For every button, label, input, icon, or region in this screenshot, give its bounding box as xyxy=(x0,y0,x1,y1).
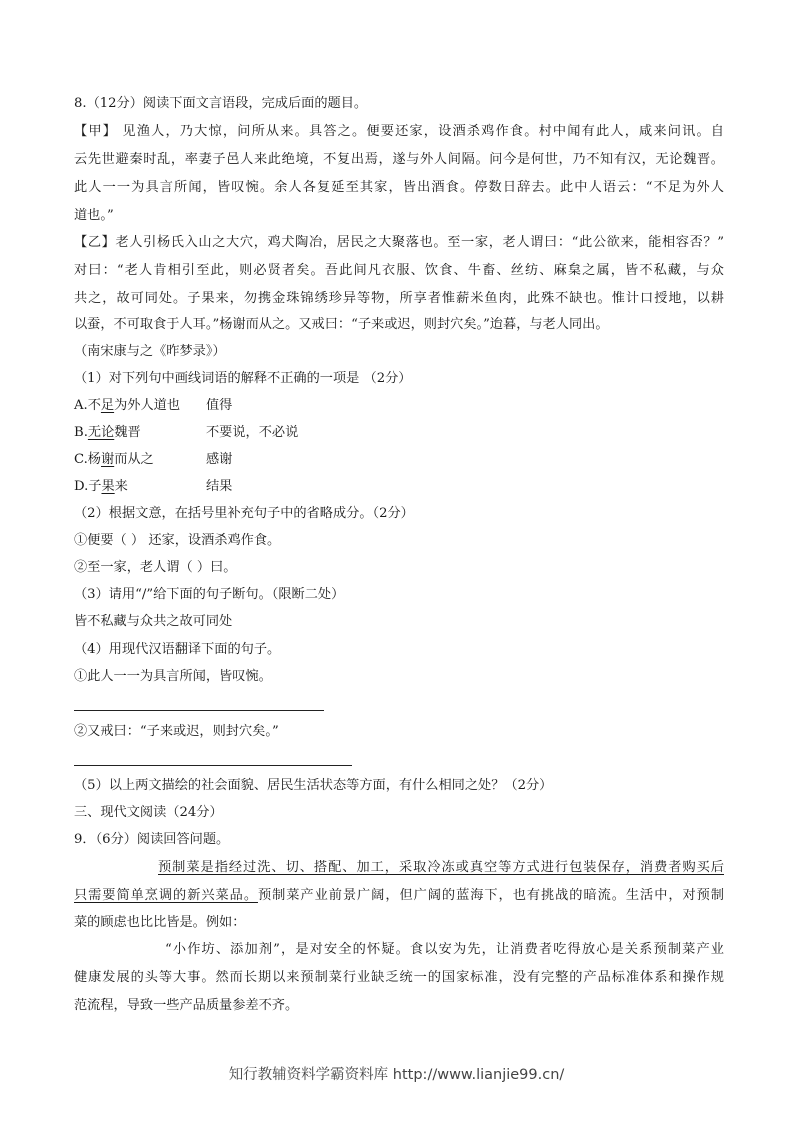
jia-line-4: 道也。” xyxy=(74,208,114,223)
sub4-item-1: ①此人一一为具言所闻，皆叹惋。 xyxy=(74,669,272,684)
q9-p2-line-3: 范流程，导致一些产品质量参差不齐。 xyxy=(74,998,299,1013)
sub2-item-2: ②至一家，老人谓（ ）曰。 xyxy=(74,560,237,575)
yi-line-3: 共之，故可同处。子果来，勿携金珠锦绣珍异等物，所享者惟薪米鱼肉，此殊不缺也。惟计口授地，以耕 xyxy=(74,291,724,306)
q9-p1-line-2: 只需要简单烹调的新兴菜品。预制菜产业前景广阔，但广阔的蓝海下，也有挑战的暗流。生活中，对预制 xyxy=(74,888,724,903)
section-3-heading: 三、现代文阅读（24分） xyxy=(74,805,223,820)
option-d-meaning: 结果 xyxy=(206,479,233,494)
jia-line-2: 云先世避秦时乱，率妻子邑人来此绝境，不复出焉，遂与外人间隔。问今是何世，乃不知有汉，无论魏晋。 xyxy=(74,152,724,167)
option-c-meaning: 感谢 xyxy=(206,452,233,467)
source-citation: （南宋康与之《昨梦录》） xyxy=(74,344,226,359)
sub5-prompt: （5）以上两文描绘的社会面貌、居民生活状态等方面，有什么相同之处？（2分） xyxy=(74,778,553,793)
option-b-meaning: 不要说，不必说 xyxy=(206,425,299,440)
sub3-prompt: （3）请用“/”给下面的句子断句。（限断二处） xyxy=(74,587,345,602)
option-d: D.子果来 结果 xyxy=(74,479,233,494)
option-a: A.不足为外人道也 值得 xyxy=(74,398,233,413)
sub1-prompt: （1）对下列句中画线词语的解释不正确的一项是 （2分） xyxy=(74,371,412,386)
sub3-sentence: 皆不私藏与众共之故可同处 xyxy=(74,614,233,629)
q9-p2-line-1: “小作坊、添加剂”，是对安全的怀疑。食以安为先，让消费者吃得放心是关系预制菜产业 xyxy=(165,942,724,957)
q9-header: 9．（6分）阅读回答问题。 xyxy=(74,832,230,847)
q8-header: 8.（12分）阅读下面文言语段，完成后面的题目。 xyxy=(74,96,368,111)
yi-line-4: 以蚕，不可取食于人耳。”杨谢而从之。又戒曰：“子来或迟，则封穴矣。”迨暮，与老人同出。 xyxy=(74,317,609,332)
yi-line-2: 对曰：“老人肯相引至此，则必贤者矣。吾此间凡衣服、饮食、牛畜、丝纺、麻枲之属，皆不私藏，与众 xyxy=(74,263,724,278)
answer-line-1 xyxy=(74,710,324,711)
jia-line-1: 【甲】 见渔人，乃大惊，问所从来。具答之。便要还家，设酒杀鸡作食。村中闻有此人，咸来问讯。自 xyxy=(74,124,724,139)
q9-p2-line-2: 健康发展的头等大事。然而长期以来预制菜行业缺乏统一的国家标准，没有完整的产品标准体系和操作规 xyxy=(74,970,724,985)
sub2-prompt: （2）根据文意，在括号里补充句子中的省略成分。（2分） xyxy=(74,506,414,521)
answer-line-2 xyxy=(74,765,352,766)
jia-line-3: 此人一一为具言所闻，皆叹惋。余人各复延至其家，皆出酒食。停数日辞去。此中人语云：“不足为外人 xyxy=(74,180,724,195)
sub4-item-2: ②又戒曰：“子来或迟，则封穴矣。” xyxy=(74,724,279,739)
option-a-meaning: 值得 xyxy=(206,398,233,413)
sub2-item-1: ①便要（ ） 还家，设酒杀鸡作食。 xyxy=(74,533,281,548)
yi-line-1: 【乙】老人引杨氏入山之大穴，鸡犬陶冶，居民之大聚落也。至一家，老人谓曰：“此公欲来，能相容否？” xyxy=(74,235,724,250)
sub4-prompt: （4）用现代汉语翻译下面的句子。 xyxy=(74,642,281,657)
option-c: C.杨谢而从之 感谢 xyxy=(74,452,233,467)
q9-p1-line-3: 菜的顾虑也比比皆是。例如： xyxy=(74,915,246,930)
footer-watermark: 知行教辅资料学霸资料库 http://www.lianjie99.cn/ xyxy=(228,1067,565,1083)
option-b: B.无论魏晋 不要说，不必说 xyxy=(74,425,299,440)
q9-p1-line-1: 预制菜是指经过洗、切、搭配、加工，采取冷冻或真空等方式进行包装保存，消费者购买后 xyxy=(158,860,724,875)
